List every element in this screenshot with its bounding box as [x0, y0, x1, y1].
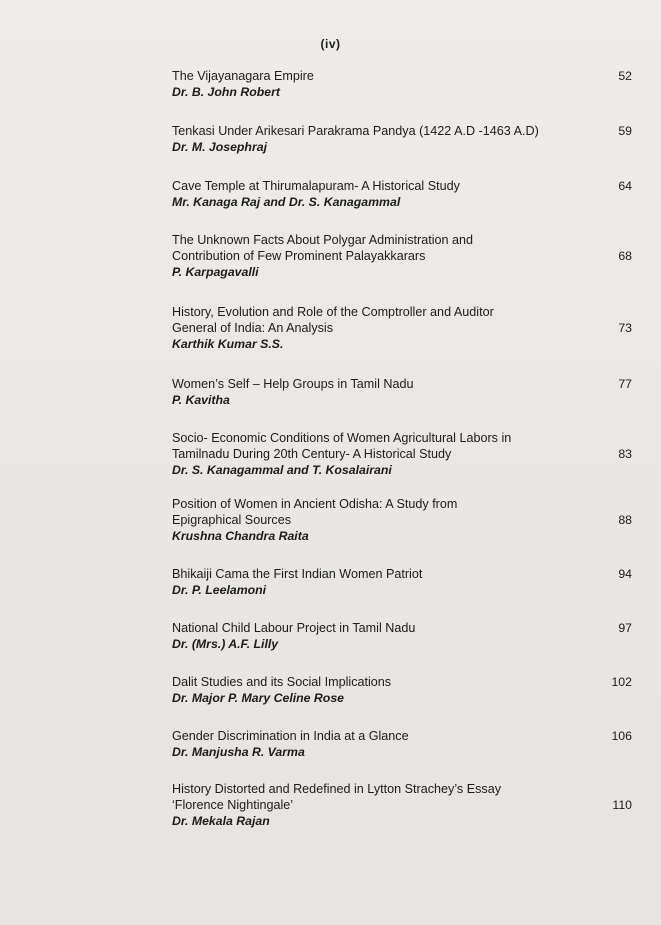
entry-page-number: 97 — [618, 621, 632, 635]
toc-entry[interactable] — [172, 620, 632, 652]
toc-entry[interactable] — [172, 123, 632, 155]
entry-title: Dalit Studies and its Social Implications — [172, 675, 392, 689]
entry-title: The Unknown Facts About Polygar Administration and Contribution of Few Prominent Palayakkarars — [172, 233, 474, 263]
entry-page-number: 110 — [612, 798, 632, 812]
toc-entry[interactable] — [172, 178, 632, 210]
entry-title: History Distorted and Redefined in Lytton Strachey’s Essay ‘Florence Nightingale’ — [172, 782, 501, 812]
entry-author: Dr. P. Leelamoni — [172, 583, 267, 597]
toc-entry[interactable] — [172, 728, 632, 760]
entry-page-number: 102 — [611, 675, 632, 689]
entry-author: P. Kavitha — [172, 393, 230, 407]
entry-author: P. Karpagavalli — [172, 265, 259, 279]
entry-author: Mr. Kanaga Raj and Dr. S. Kanagammal — [172, 195, 401, 209]
entry-page-number: 73 — [618, 321, 632, 335]
entry-author: Dr. Mekala Rajan — [172, 814, 270, 828]
toc-entry[interactable] — [172, 430, 632, 478]
entry-page-number: 52 — [618, 69, 632, 83]
entry-page-number: 83 — [618, 447, 632, 461]
entry-author: Dr. Manjusha R. Varma — [172, 745, 305, 759]
entry-title: History, Evolution and Role of the Comptroller and Auditor General of India: An Analysis — [172, 305, 494, 335]
toc-entry[interactable] — [172, 674, 632, 706]
toc-entry[interactable] — [172, 68, 632, 100]
toc-entry[interactable] — [172, 781, 632, 829]
entry-title: Socio- Economic Conditions of Women Agricultural Labors in Tamilnadu During 20th Century- A Historical Study — [172, 431, 512, 461]
entry-title: Women’s Self – Help Groups in Tamil Nadu — [172, 377, 414, 391]
entry-page-number: 59 — [618, 124, 632, 138]
entry-title: Gender Discrimination in India at a Glance — [172, 729, 409, 743]
page-label: (iv) — [320, 37, 341, 51]
entry-author: Krushna Chandra Raita — [172, 529, 309, 543]
entry-title: Position of Women in Ancient Odisha: A Study from Epigraphical Sources — [172, 497, 458, 527]
entry-author: Dr. B. John Robert — [172, 85, 280, 99]
entry-page-number: 106 — [611, 729, 632, 743]
entry-title: The Vijayanagara Empire — [172, 69, 314, 83]
entry-title: Cave Temple at Thirumalapuram- A Historical Study — [172, 179, 460, 193]
toc-entry[interactable] — [172, 496, 632, 544]
entry-author: Dr. Major P. Mary Celine Rose — [172, 691, 344, 705]
entry-page-number: 68 — [618, 249, 632, 263]
entry-page-number: 77 — [618, 377, 632, 391]
toc-entry[interactable] — [172, 232, 632, 280]
toc-entry[interactable] — [172, 566, 632, 598]
entry-page-number: 94 — [618, 567, 632, 581]
entry-page-number: 64 — [618, 179, 632, 193]
entry-title: Tenkasi Under Arikesari Parakrama Pandya (1422 A.D -1463 A.D) — [172, 124, 539, 138]
entry-title: National Child Labour Project in Tamil Nadu — [172, 621, 416, 635]
entry-title: Bhikaiji Cama the First Indian Women Patriot — [172, 567, 423, 581]
entry-author: Dr. S. Kanagammal and T. Kosalairani — [172, 463, 392, 477]
entry-author: Dr. (Mrs.) A.F. Lilly — [172, 637, 279, 651]
entry-author: Dr. M. Josephraj — [172, 140, 267, 154]
show-through-decoration — [55, 88, 73, 162]
entry-author: Karthik Kumar S.S. — [172, 337, 284, 351]
toc-entry[interactable] — [172, 376, 632, 408]
entry-page-number: 88 — [618, 513, 632, 527]
toc-entry[interactable] — [172, 304, 632, 352]
